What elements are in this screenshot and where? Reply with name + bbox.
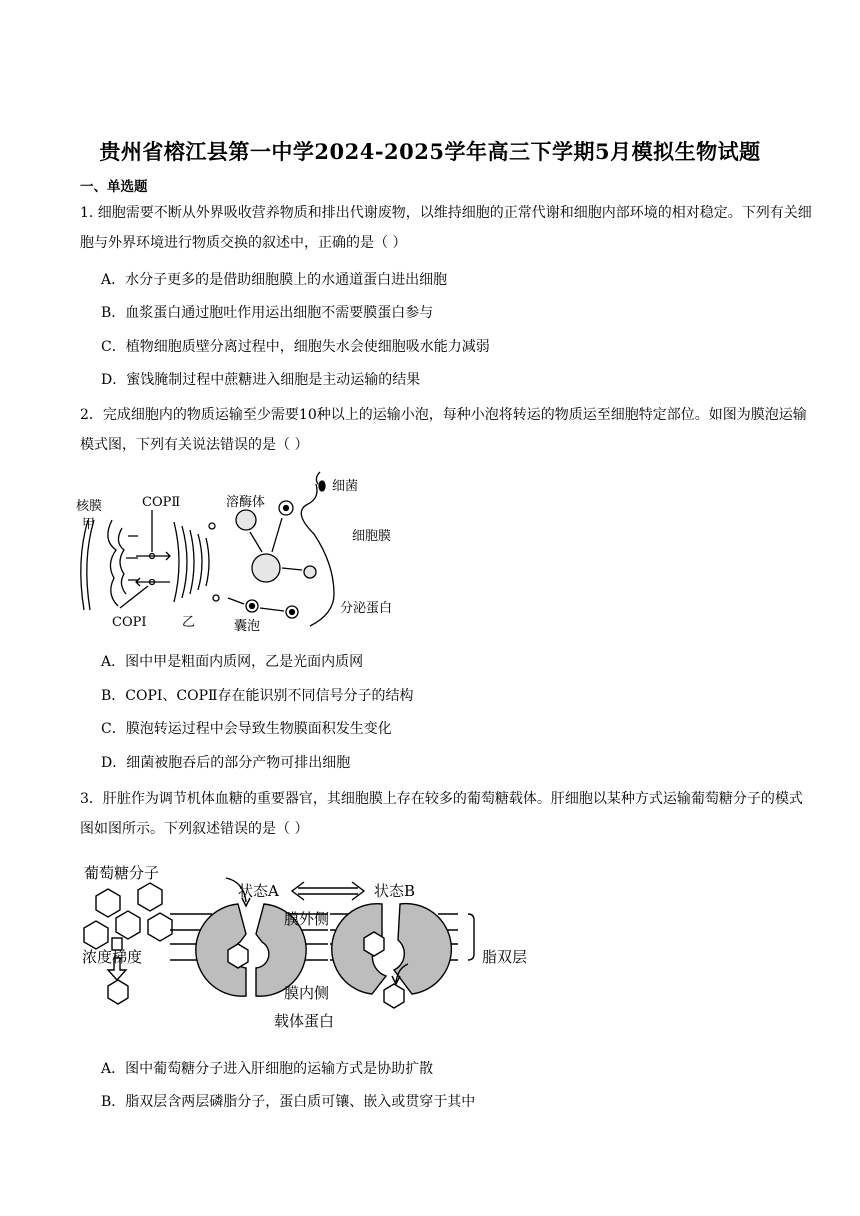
label-gradient: 浓度梯度	[82, 948, 143, 966]
question-1-option-b: B．血浆蛋白通过胞吐作用运出细胞不需要膜蛋白参与	[101, 305, 434, 321]
question-1-stem: 1. 细胞需要不断从外界吸收营养物质和排出代谢废物，以维持细胞的正常代谢和细胞内部环境的相对稳定。下列有关细胞与外界环境进行物质交换的叙述中，正确的是（ ）	[80, 205, 812, 251]
label-state-a: 状态A	[238, 882, 279, 900]
label-carrier: 载体蛋白	[274, 1012, 335, 1030]
label-state-b: 状态B	[374, 882, 416, 900]
glucose-transport-figure	[78, 858, 528, 1038]
label-lysosome: 溶酶体	[226, 495, 266, 510]
label-outside: 膜外侧	[284, 910, 330, 928]
question-3-option-a: A．图中葡萄糖分子进入肝细胞的运输方式是协助扩散	[101, 1061, 434, 1077]
question-2-option-a: A．图中甲是粗面内质网，乙是光面内质网	[101, 654, 364, 670]
label-copi: COPⅠ	[112, 615, 147, 630]
label-copii: COPⅡ	[142, 495, 181, 510]
page-title: 贵州省榕江县第一中学2024-2025学年高三下学期5月模拟生物试题	[99, 139, 761, 164]
label-nuclear-membrane: 核膜	[76, 499, 103, 514]
question-2-option-c: C．膜泡转运过程中会导致生物膜面积发生变化	[101, 721, 392, 737]
label-bacteria: 细菌	[332, 479, 359, 494]
question-2-option-d: D．细菌被胞吞后的部分产物可排出细胞	[101, 755, 351, 771]
label-cell-membrane: 细胞膜	[352, 529, 392, 544]
question-1-option-a: A．水分子更多的是借助细胞膜上的水通道蛋白进出细胞	[101, 272, 448, 288]
question-1-option-c: C．植物细胞质壁分离过程中，细胞失水会使细胞吸水能力减弱	[101, 339, 490, 355]
question-2-stem: 2．完成细胞内的物质运输至少需要10种以上的运输小泡，每种小泡将转运的物质运至细胞特定部位。如图为膜泡运输模式图，下列有关说法错误的是（ ）	[80, 407, 807, 453]
question-3-option-b: B．脂双层含两层磷脂分子，蛋白质可镶、嵌入或贯穿于其中	[101, 1094, 476, 1110]
vesicle-transport-figure	[70, 470, 430, 640]
label-glucose: 葡萄糖分子	[84, 864, 160, 882]
question-2-option-b: B．COPⅠ、COPⅡ存在能识别不同信号分子的结构	[101, 688, 414, 704]
label-secretory-protein: 分泌蛋白	[340, 601, 393, 616]
label-bilayer: 脂双层	[482, 948, 528, 966]
label-jia: 甲	[82, 517, 96, 532]
section-heading: 一、单选题	[80, 179, 148, 195]
question-3-stem: 3．肝脏作为调节机体血糖的重要器官，其细胞膜上存在较多的葡萄糖载体。肝细胞以某种方式运输葡萄糖分子的模式图如图所示。下列叙述错误的是（ ）	[80, 791, 803, 837]
label-yi: 乙	[182, 615, 196, 630]
label-vesicle: 囊泡	[234, 619, 261, 634]
question-1-option-d: D．蜜饯腌制过程中蔗糖进入细胞是主动运输的结果	[101, 372, 421, 388]
label-inside: 膜内侧	[284, 984, 330, 1002]
